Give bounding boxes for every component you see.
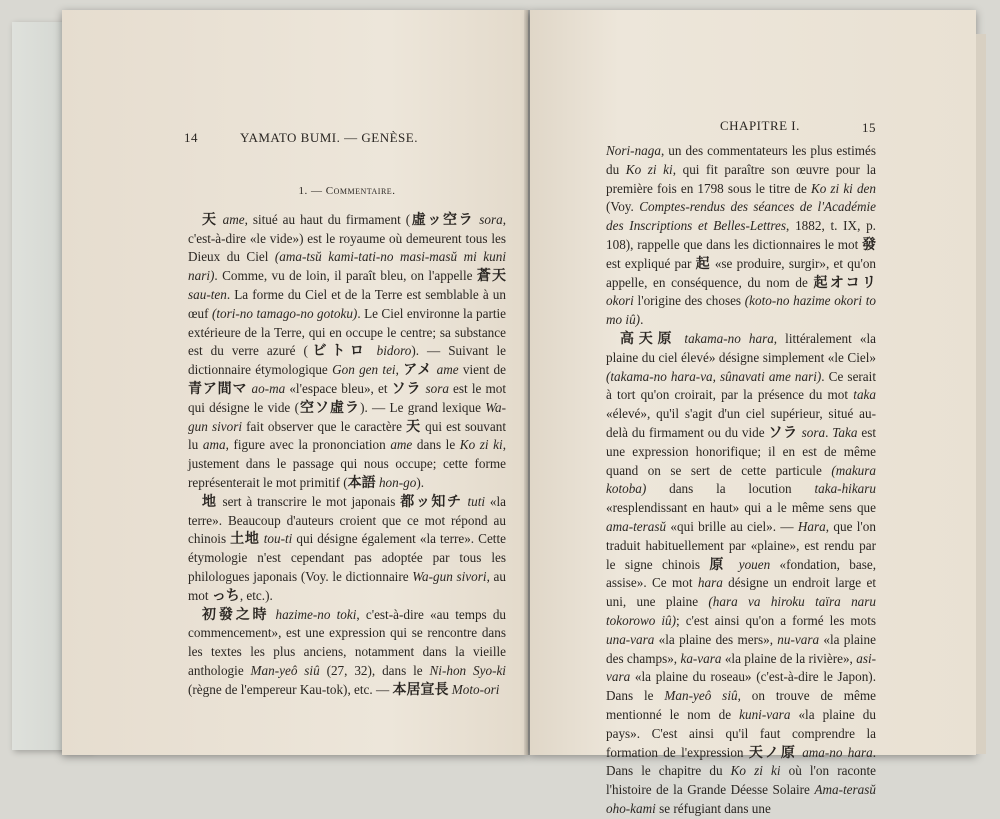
- right-page: [530, 10, 976, 816]
- paragraph: Nori-naga, un des commentateurs les plus estimés du Ko zi ki, qui fit paraître son œuvre pour la première fois en 1798 sous le titre de Ko zi ki den (Voy. Comptes-rendus des séances de l'Académie des Inscriptions et Belles-Lettres, 1882, t. IX, p. 108), rappelle que dans les dictionnaires le mot 發 est expliqué par 起 «se produire, surgir», et qu'on appelle, en conséquence, du nom de 起オコリ okori l'origine des choses (koto-no hazime okori to mo iû).: [606, 143, 877, 328]
- left-page-body: [188, 182, 506, 700]
- paragraph: 高天原 takama-no hara, littéralement «la plaine du ciel élevé» désigne simplement «le Ciel» (takama-no hara-va, sûnavati ame nari). Ce serait à tort qu'on croirait, par la présence du mot taka «élevé», qu'il s'agit d'un ciel supérieur, situé au-delà du firmament ou du vide ソラ sora. Taka est une expression honorifique; il en est de même quand on se sert de cette particule (makura kotoba) dans la locution taka-hikaru «resplendissant en haut» qui a le même sens que ama-terasŭ «qui brille au ciel». — Hara, que l'on traduit habituellement par «plaine», est rendu par le signe chinois 原 youen «fondation, base, assise». Ce mot hara désigne un endroit large et uni, une plaine (hara va hiroku taïra naru tokorowo iû); c'est ainsi qu'on a formé les mots una-vara «la plaine des mers», nu-vara «la plaine des champs», ka-vara «la plaine de la rivière», asi-vara «la plaine du roseau» (c'est-à-dire le Japon). Dans le Man-yeô siû, on trouve de même mentionné le nom de kuni-vara «la plaine du pays». C'est ainsi qu'il faut comprendre la formation de l'expression 天ノ原 ama-no hara. Dans le chapitre du Ko zi ki où l'on raconte l'histoire de la Grande Déesse Solaire Ama-terasŭ oho-kami se réfugiant dans une: [606, 330, 877, 816]
- right-page-body: [606, 142, 876, 819]
- running-head-left: YAMATO BUMI. — GENÈSE.: [240, 130, 418, 145]
- paragraph: 天 ame, situé au haut du firmament (虛ッ空ラ sora, c'est-à-dire «le vide») est le royaume où demeurent tous les Dieux du Ciel (ama-tsŭ kami-tati-no masi-masŭ mi kuni nari). Comme, vu de loin, il paraît bleu, on l'appelle 蒼天 sau-ten. La forme du Ciel et de la Terre est semblable à un œuf (tori-no tamago-no gotoku). Le Ciel environne la partie extérieure de la Terre, qui en occupe le centre; sa substance est du verre azuré (ビトロ bidoro). — Suivant le dictionnaire étymologique Gon gen tei, アメ ame vient de 青ア間マ ao-ma «l'espace bleu», et ソラ sora est le mot qui désigne le vide (空ソ虛ラ). — Le grand lexique Wa-gun sivori fait observer que le caractère 天 qui est souvant lu ama, figure avec la prononciation ame dans le Ko zi ki, justement dans le passage qui nous occupe; cette forme représenterait le mot primitif (本語 hon-go).: [188, 211, 507, 491]
- page-number-left: 14: [184, 130, 198, 145]
- page-number-right: 15: [862, 120, 876, 135]
- left-page: [62, 10, 528, 755]
- page-edges: [976, 34, 986, 754]
- running-head-right: CHAPITRE I.: [720, 118, 800, 133]
- paragraph: 初發之時 hazime-no toki, c'est-à-dire «au temps du commencement», est une expression qui se rencontre dans les textes les plus anciens, notamment dans la vieille anthologie Man-yeô siû (27, 32), dans le Ni-hon Syo-ki (règne de l'empereur Kau-tok), etc. — 本居宣長 Moto-ori: [188, 606, 507, 698]
- section-heading: 1. — Commentaire.: [298, 185, 396, 197]
- paragraph: 地 sert à transcrire le mot japonais 都ッ知チ tuti «la terre». Beaucoup d'auteurs croient que ce mot répond au chinois 土地 tou-ti qui désigne également «la terre». Cette étymologie n'est cependant pas adoptée par tous les philologues japonais (Voy. le dictionnaire Wa-gun sivori, au mot っち, etc.).: [188, 493, 507, 604]
